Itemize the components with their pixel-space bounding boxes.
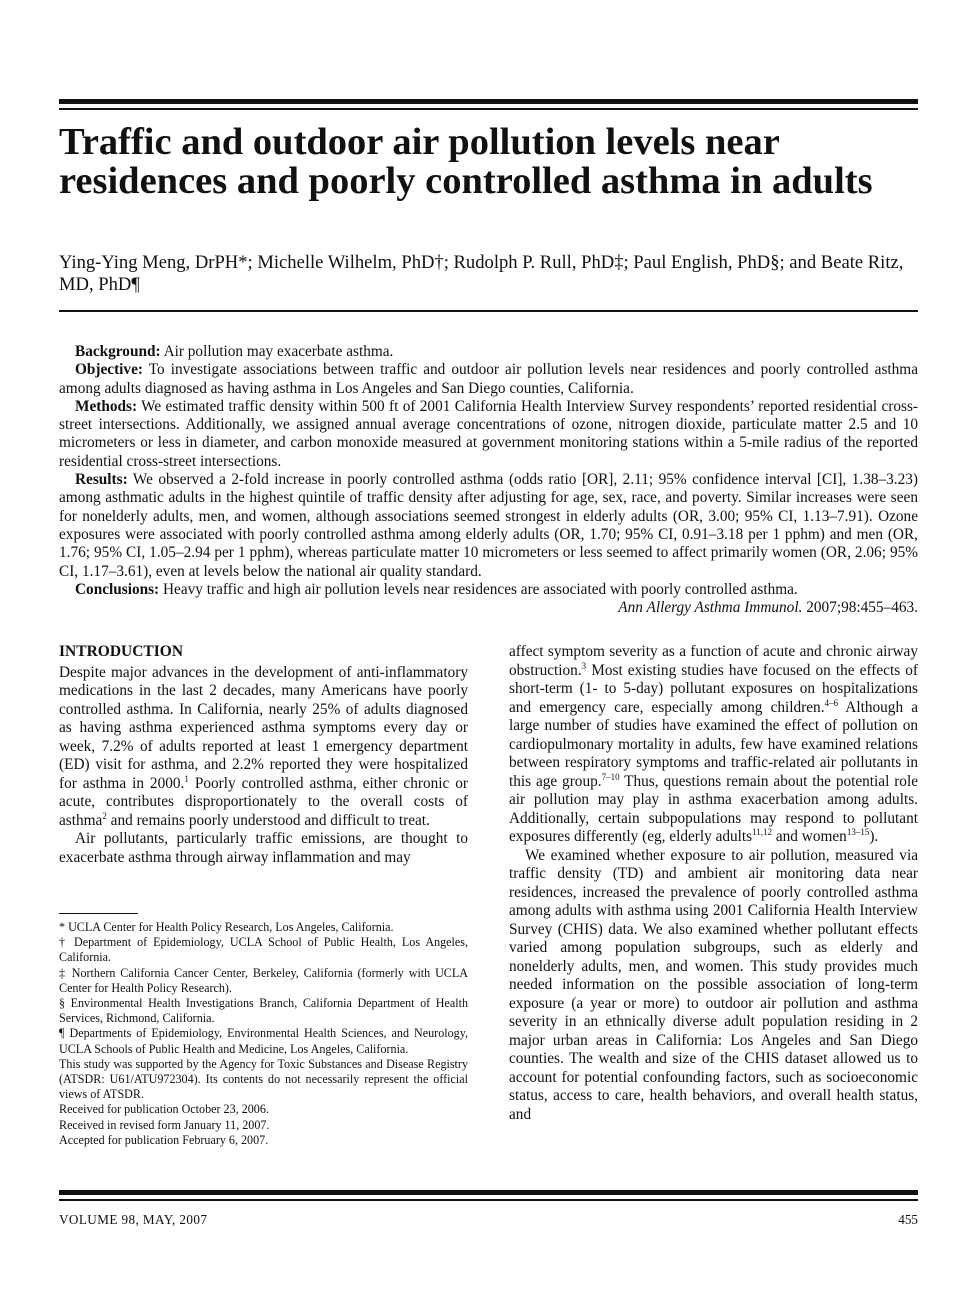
footnote: This study was supported by the Agency for Toxic Substances and Disease Registry (ATSDR: U61/ATU972304). Its contents do not necessarily represent the official views of ATSDR. [59,1056,468,1102]
abstract-methods [59,398,918,471]
abstract-objective [59,361,918,398]
objective-text: To investigate associations between traffic and outdoor air pollution levels near residences and poorly controlled asthma among adults diagnosed as having asthma in Los Angeles and San Diego counties, California. [59,361,918,397]
footnote: Accepted for publication February 6, 2007. [59,1132,269,1147]
footnotes [59,920,468,1148]
intro-paragraph-1 [59,664,468,831]
reference-marker: 2 [102,810,107,821]
intro-r1-text-f: ). [869,828,879,845]
journal-citation [59,599,918,617]
reference-marker: 7–10 [601,771,620,782]
abstract-conclusions [59,581,918,599]
reference-marker: 3 [581,660,587,671]
author-list: Ying-Ying Meng, DrPH*; Michelle Wilhelm, PhD†; Rudolph P. Rull, PhD‡; Paul English, PhD§; and Beate Ritz, MD, PhD¶ [59,252,904,295]
footnote: ¶ Departments of Epidemiology, Environmental Health Sciences, and Neurology, UCLA Schools of Public Health and Medicine, Los Angeles, California. [59,1026,468,1056]
footnote: * UCLA Center for Health Policy Research, Los Angeles, California. [59,920,394,934]
conclusions-label: Conclusions: [75,580,160,598]
footnote: Received in revised form January 11, 2007. [59,1117,270,1132]
right-column [509,643,918,1124]
section-heading-introduction: INTRODUCTION [59,643,184,660]
intro-r1-text-c: Although a large number of studies have examined the effect of pollution on cardiopulmonary mortality in adults, few have examined relations between respiratory symptoms and traffic-related air pollutants in this age group. [509,698,919,790]
article-title: Traffic and outdoor air pollution levels near residences and poorly controlled asthma in adults [59,121,873,202]
intro-p1-text-c: and remains poorly understood and difficult to treat. [106,811,430,829]
background-label: Background: [75,343,161,360]
footnote: § Environmental Health Investigations Branch, California Department of Health Services, Richmond, California. [59,996,468,1026]
background-text: Air pollution may exacerbate asthma. [163,343,394,360]
page-number: 455 [898,1212,918,1227]
abstract-top-rule [59,310,918,312]
top-rule-thick [59,99,918,104]
intro-paragraph-2: Air pollutants, particularly traffic emissions, are thought to exacerbate asthma through airway inflammation and may [59,830,468,866]
citation-journal: Ann Allergy Asthma Immunol. [618,599,803,617]
intro-r1-text-b: Most existing studies have focused on the effects of short-term (1- to 5-day) pollutant exposures on hospitalizations and emergency care, especially among children. [509,661,918,716]
footnote-rule [59,913,138,914]
left-column [59,643,468,867]
reference-marker: 1 [184,773,189,784]
abstract [59,343,918,617]
abstract-results [59,471,918,581]
intro-r1-text-a: affect symptom severity as a function of acute and chronic airway obstruction. [509,643,918,679]
bottom-rule-thick [59,1190,918,1195]
footnote: Received for publication October 23, 2006. [59,1102,269,1117]
intro-r1-text-d: Thus, questions remain about the potential role air pollution may play in asthma exacerbation among adults. Additionally, certain subpopulations may respond to pollutant exposures differently (eg, elderly adults [509,772,918,845]
intro-r1-text-e: and women [772,828,847,845]
objective-label: Objective: [75,361,143,379]
intro-p1-text-b: Poorly controlled asthma, either chronic or acute, contributes disproportionately to the overall costs of asthma [59,774,468,829]
top-rule-thin [59,108,918,110]
results-label: Results: [75,471,128,489]
methods-text: We estimated traffic density within 500 ft of 2001 California Health Interview Survey respondents’ reported residential cross-street intersections. Additionally, we assigned annual average concentrations of ozone, nitrogen dioxide, particulate matter 2.5 and 10 micrometers or less in diameter, and carbon monoxide measured at government monitoring stations within a 5-mile radius of the reported residential cross-street intersections. [59,397,918,470]
conclusions-text: Heavy traffic and high air pollution levels near residences are associated with poorly controlled asthma. [162,580,798,598]
reference-marker: 4–6 [824,697,839,708]
results-text: We observed a 2-fold increase in poorly controlled asthma (odds ratio [OR], 2.11; 95% confidence interval [CI], 1.38–3.23) among asthmatic adults in the highest quintile of traffic density after adjusting for age, sex, race, and poverty. Similar increases were seen for nonelderly adults, men, and women, although associations seemed strongest in elderly adults (OR, 3.00; 95% CI, 1.13–7.91). Ozone exposures were associated with poorly controlled asthma among elderly adults (OR, 1.70; 95% CI, 0.91–3.18 per 1 pphm) and men (OR, 1.76; 95% CI, 1.05–2.94 per 1 pphm), whereas particulate matter 10 micrometers or less seemed to affect primarily women (OR, 2.06; 95% CI, 1.17–3.61), even at levels below the national air quality standard. [59,471,918,580]
reference-marker: 13–15 [846,826,870,837]
abstract-background [59,343,918,361]
reference-marker: 11,12 [752,826,773,837]
footnote: ‡ Northern California Cancer Center, Berkeley, California (formerly with UCLA Center for Health Policy Research). [59,965,468,995]
intro-paragraph-3: We examined whether exposure to air pollution, measured via traffic density (TD) and ambient air monitoring data near residences, increased the prevalence of poorly controlled asthma among adults with asthma using 2001 California Health Interview Survey (CHIS) data. We also examined whether pollutant effects varied among population subgroups, such as elderly and nonelderly adults, men, and women. This study provides much needed information on the possible association of long-term exposure (a year or more) to outdoor air pollution and asthma severity in an ethnically diverse adult population residing in 2 major urban areas in California: Los Angeles and San Diego counties. The wealth and size of the CHIS dataset allowed us to account for potential confounding factors, such as socioeconomic status, access to care, health behaviors, and overall health status, and [509,846,918,1123]
citation-detail: 2007;98:455–463. [806,599,918,617]
intro-paragraph-continued [509,643,918,847]
intro-p1-text-a: Despite major advances in the development of anti-inflammatory medications in the last 2 decades, many Americans have poorly controlled asthma. In California, nearly 25% of adults diagnosed as having asthma experienced asthma symptoms every day or week, 7.2% of adults reported at least 1 emergency department (ED) visit for asthma, and 2.2% reported they were hospitalized for asthma in 2000. [59,663,468,792]
footer-volume: VOLUME 98, MAY, 2007 [59,1212,208,1227]
footnote: † Department of Epidemiology, UCLA School of Public Health, Los Angeles, California. [59,935,468,965]
bottom-rule-thin [59,1199,918,1201]
methods-label: Methods: [75,397,138,415]
